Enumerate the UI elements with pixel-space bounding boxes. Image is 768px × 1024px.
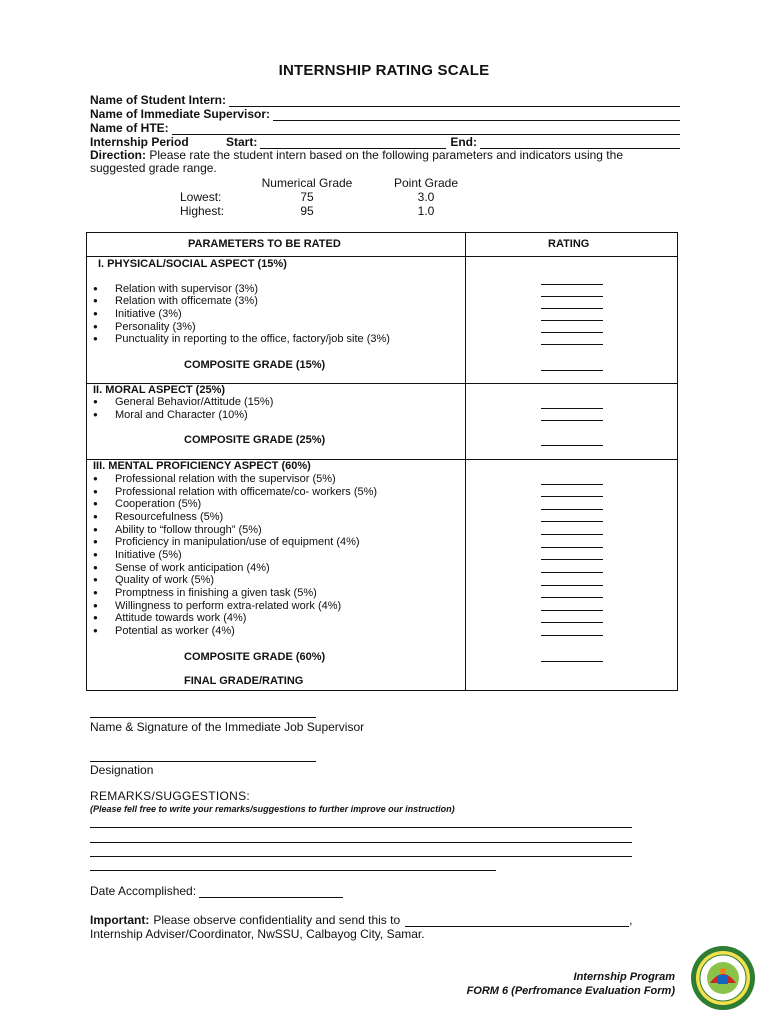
remarks-note: (Please fell free to write your remarks/suggestions to further improve our instruction) [90, 804, 455, 814]
composite-grade-label: COMPOSITE GRADE (60%) [184, 651, 326, 663]
date-accomplished-label: Date Accomplished: [90, 884, 197, 898]
grade-row-point: 1.0 [417, 204, 435, 218]
composite-rating-blank[interactable] [541, 445, 603, 446]
list-item: ● Willingness to perform extra-related work (4%) [115, 600, 341, 612]
important-label: Important: [90, 913, 150, 927]
composite-grade-label: COMPOSITE GRADE (15%) [184, 359, 326, 371]
list-item: ● Relation with supervisor (3%) [115, 283, 258, 295]
hte-name-field[interactable] [172, 123, 680, 135]
rating-blank[interactable] [541, 534, 603, 535]
direction-text [90, 149, 680, 175]
list-item: ● Moral and Character (10%) [115, 409, 248, 421]
list-item: ● Quality of work (5%) [115, 574, 214, 586]
rating-blank[interactable] [541, 296, 603, 297]
start-label: Start: [226, 135, 258, 149]
point-grade-header: Point Grade [393, 176, 459, 190]
rating-blank[interactable] [541, 597, 603, 598]
rating-blank[interactable] [541, 484, 603, 485]
grade-range-table [180, 176, 486, 218]
rating-blank[interactable] [541, 344, 603, 345]
date-accomplished-row [90, 884, 343, 898]
list-item: ● Professional relation with the supervisor (5%) [115, 473, 336, 485]
composite-grade-label: COMPOSITE GRADE (25%) [184, 434, 326, 446]
composite-rating-blank[interactable] [541, 661, 603, 662]
hte-name-row [90, 121, 680, 135]
grade-range-row [180, 190, 486, 204]
numerical-grade-header: Numerical Grade [261, 176, 353, 190]
list-item: ● Attitude towards work (4%) [115, 612, 246, 624]
period-label: Internship Period [90, 135, 189, 149]
composite-rating-blank[interactable] [541, 370, 603, 371]
student-name-label: Name of Student Intern: [90, 93, 227, 107]
signature-line[interactable] [90, 717, 316, 718]
grade-row-point: 3.0 [417, 190, 435, 204]
student-name-field[interactable] [229, 95, 680, 107]
remarks-line[interactable] [90, 842, 632, 843]
final-rating-blank[interactable] [541, 690, 603, 691]
list-item: ● Resourcefulness (5%) [115, 511, 223, 523]
list-item: ● Initiative (3%) [115, 308, 182, 320]
rating-blank[interactable] [541, 496, 603, 497]
list-item: ● General Behavior/Attitude (15%) [115, 396, 273, 408]
rating-blank[interactable] [541, 547, 603, 548]
supervisor-name-label: Name of Immediate Supervisor: [90, 107, 271, 121]
list-item: ● Ability to “follow through” (5%) [115, 524, 262, 536]
send-to-field[interactable] [405, 915, 629, 927]
list-item: ● Punctuality in reporting to the office, factory/job site (3%) [115, 333, 390, 345]
remarks-line[interactable] [90, 856, 632, 857]
important-text: Please observe confidentiality and send this to [153, 913, 401, 927]
rating-blank[interactable] [541, 585, 603, 586]
rating-blank[interactable] [541, 572, 603, 573]
column-divider [465, 233, 466, 690]
intern-info-block [90, 93, 680, 175]
list-item: ● Personality (3%) [115, 321, 196, 333]
rating-table [86, 232, 678, 691]
grade-row-numerical: 75 [300, 190, 314, 204]
list-item: ● Relation with officemate (3%) [115, 295, 258, 307]
supervisor-name-row [90, 107, 680, 121]
rating-blank[interactable] [541, 308, 603, 309]
list-item: ● Initiative (5%) [115, 549, 182, 561]
grade-row-label: Lowest: [180, 190, 222, 204]
designation-line[interactable] [90, 761, 316, 762]
end-label: End: [450, 135, 478, 149]
direction-body: Please rate the student intern based on the following parameters and indicators using the suggested grade range. [90, 148, 623, 175]
date-accomplished-field[interactable] [199, 886, 343, 898]
list-item: ● Sense of work anticipation (4%) [115, 562, 270, 574]
section-heading: II. MORAL ASPECT (25%) [93, 384, 226, 396]
rating-blank[interactable] [541, 420, 603, 421]
rating-blank[interactable] [541, 284, 603, 285]
footer-form-name: FORM 6 (Perfromance Evaluation Form) [466, 985, 675, 997]
rating-blank[interactable] [541, 521, 603, 522]
grade-row-label: Highest: [180, 204, 225, 218]
remarks-title: REMARKS/SUGGESTIONS: [90, 789, 251, 803]
footer [467, 970, 675, 998]
header-divider [87, 256, 677, 257]
list-item: ● Cooperation (5%) [115, 498, 201, 510]
rating-blank[interactable] [541, 635, 603, 636]
direction-label: Direction: [90, 148, 147, 162]
grade-range-header [180, 176, 486, 190]
list-item: ● Proficiency in manipulation/use of equipment (4%) [115, 536, 360, 548]
grade-row-numerical: 95 [300, 204, 314, 218]
rating-blank[interactable] [541, 559, 603, 560]
page-title: INTERNSHIP RATING SCALE [278, 62, 490, 79]
list-item: ● Potential as worker (4%) [115, 625, 235, 637]
rating-blank[interactable] [541, 610, 603, 611]
list-item: ● Professional relation with officemate/co- workers (5%) [115, 486, 377, 498]
rating-blank[interactable] [541, 332, 603, 333]
rating-header: RATING [548, 238, 590, 250]
designation-label: Designation [90, 763, 154, 777]
university-seal-icon [690, 945, 756, 1011]
student-name-row [90, 93, 680, 107]
section-heading: I. PHYSICAL/SOCIAL ASPECT (15%) [98, 258, 287, 270]
rating-blank[interactable] [541, 509, 603, 510]
rating-blank[interactable] [541, 408, 603, 409]
remarks-line[interactable] [90, 827, 632, 828]
important-text-line2: Internship Adviser/Coordinator, NwSSU, Calbayog City, Samar. [90, 927, 425, 941]
important-note: Important: Please observe confidentiality and send this to , Internship Adviser/Coordinator, NwSSU, Calbayog City, Samar. [90, 913, 690, 941]
section-heading: III. MENTAL PROFICIENCY ASPECT (60%) [93, 460, 311, 472]
footer-program: Internship Program [573, 971, 675, 983]
final-grade-label: FINAL GRADE/RATING [184, 675, 304, 687]
parameters-header: PARAMETERS TO BE RATED [188, 238, 341, 250]
rating-blank[interactable] [541, 622, 603, 623]
internship-period-row [90, 135, 680, 149]
supervisor-name-field[interactable] [273, 109, 680, 121]
list-item: ● Promptness in finishing a given task (5%) [115, 587, 317, 599]
grade-range-row [180, 204, 486, 218]
hte-name-label: Name of HTE: [90, 121, 169, 135]
remarks-line[interactable] [90, 870, 496, 871]
rating-blank[interactable] [541, 320, 603, 321]
signature-label: Name & Signature of the Immediate Job Supervisor [90, 720, 365, 734]
